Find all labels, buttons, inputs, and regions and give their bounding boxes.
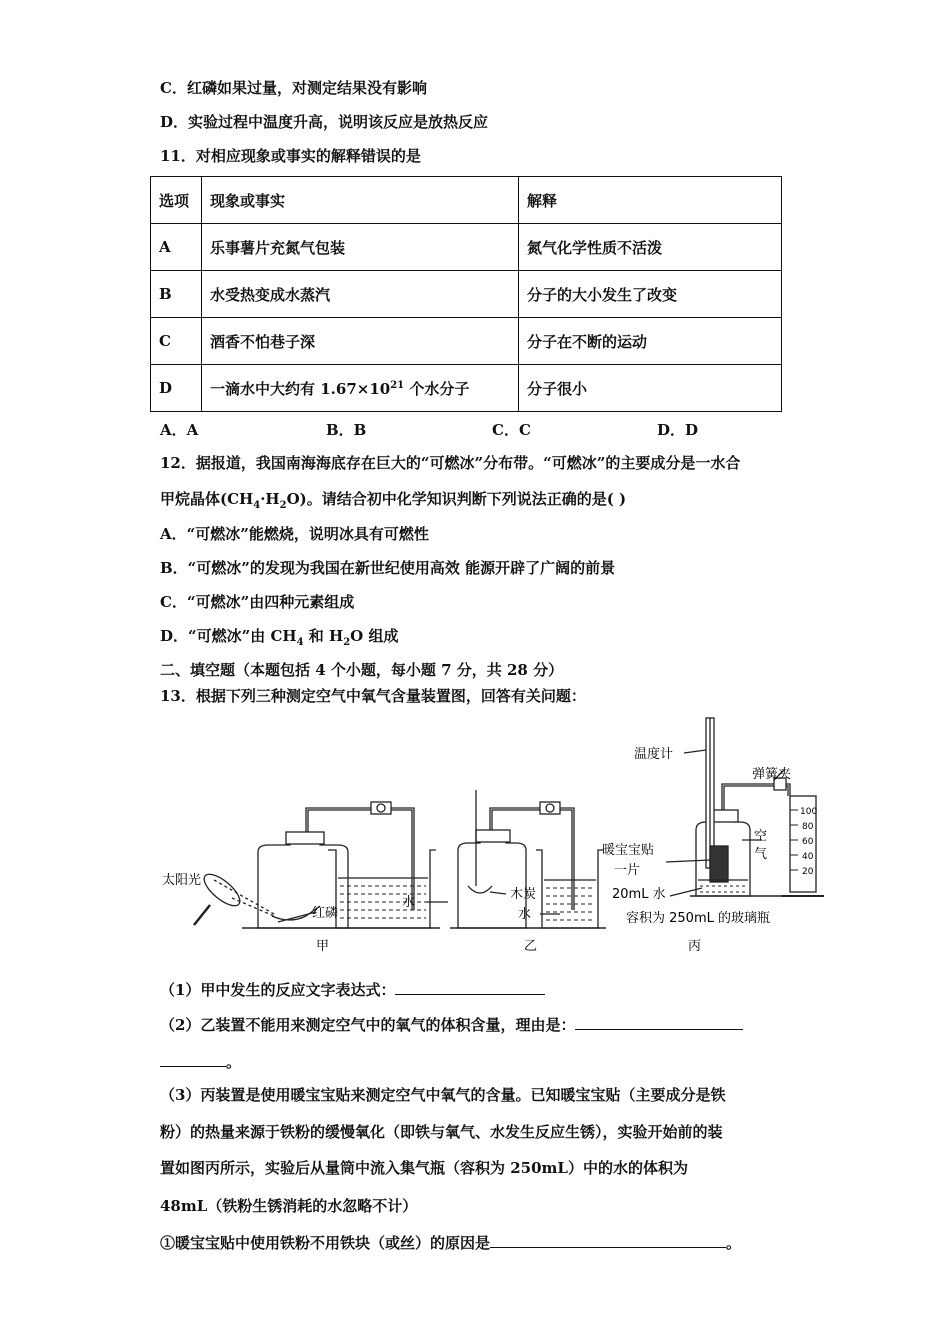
- label-yi: 乙: [524, 939, 538, 954]
- row-fact: 乐事薯片充氮气包装: [202, 224, 519, 271]
- row-key: D: [151, 365, 202, 412]
- tick-60: 60: [802, 837, 814, 847]
- row-key: A: [151, 224, 202, 271]
- label-jia: 甲: [316, 939, 330, 954]
- header-explain: 解释: [519, 177, 782, 224]
- table-row: [151, 365, 782, 412]
- label-red-phosphorus: 红磷: [312, 906, 339, 921]
- answer-blank-2-cont[interactable]: [160, 1050, 226, 1067]
- exponent: 21: [390, 379, 405, 391]
- row-fact: [202, 365, 519, 412]
- label-water-jia: 水: [402, 895, 416, 910]
- q11-choice-b: B．B: [326, 421, 367, 439]
- label-air-2: 气: [754, 847, 768, 862]
- label-20ml-water: 20mL 水: [612, 887, 666, 902]
- tick-20: 20: [802, 867, 814, 877]
- q10-option-c: C．红磷如果过量，对测定结果没有影响: [160, 79, 427, 97]
- label-air-1: 空: [754, 829, 768, 844]
- q13-part3-line3: 置如图丙所示，实验后从量筒中流入集气瓶（容积为 250mL）中的水的体积为: [160, 1159, 688, 1177]
- q12-stem-line1: 12．据报道，我国南海海底存在巨大的“可燃冰”分布带。“可燃冰”的主要成分是一水合: [160, 454, 741, 472]
- label-thermometer: 温度计: [634, 747, 674, 762]
- label-charcoal: 木炭: [510, 887, 537, 902]
- subscript: 4: [296, 637, 304, 648]
- q13-part2: [160, 1013, 743, 1035]
- fact-text: 一滴水中大约有 1.67×10: [210, 379, 391, 398]
- part4-text: ①暖宝宝贴中使用铁粉不用铁块（或丝）的原因是: [160, 1234, 491, 1252]
- subscript: 2: [343, 637, 351, 648]
- option-text: 和 H: [303, 627, 344, 645]
- label-one-piece: 一片: [614, 863, 641, 878]
- subscript: 2: [279, 500, 287, 511]
- q13-part3-line4: 48mL（铁粉生锈消耗的水忽略不计）: [160, 1197, 418, 1215]
- label-bottle-capacity: 容积为 250mL 的玻璃瓶: [626, 911, 770, 926]
- label-bing: 丙: [688, 939, 702, 954]
- q12-option-c: C．“可燃冰”由四种元素组成: [160, 593, 355, 611]
- table-row: [151, 318, 782, 365]
- table-row: [151, 271, 782, 318]
- q11-choice-d: D．D: [657, 421, 699, 439]
- q13-stem: 13．根据下列三种测定空气中氧气含量装置图，回答有关问题：: [160, 687, 586, 705]
- part2-text: （2）乙装置不能用来测定空气中的氧气的体积含量，理由是：: [160, 1016, 576, 1034]
- row-explain: 分子在不断的运动: [519, 318, 782, 365]
- option-text: O 组成: [350, 627, 399, 645]
- stem-text: 甲烷晶体(CH: [160, 490, 254, 508]
- row-key: C: [151, 318, 202, 365]
- q11-table: [150, 176, 782, 412]
- row-fact: 水受热变成水蒸汽: [202, 271, 519, 318]
- q12-option-d: [160, 626, 398, 653]
- row-explain: 氮气化学性质不活泼: [519, 224, 782, 271]
- period: 。: [726, 1234, 742, 1252]
- q13-part1: [160, 978, 545, 1000]
- tick-80: 80: [802, 822, 814, 832]
- stem-text: ·H: [260, 490, 280, 508]
- q12-stem-line2: [160, 489, 626, 516]
- label-sunlight: 太阳光: [162, 873, 202, 888]
- row-key: B: [151, 271, 202, 318]
- period: 。: [226, 1053, 242, 1071]
- header-option: 选项: [151, 177, 202, 224]
- q12-option-b: B．“可燃冰”的发现为我国在新世纪使用高效 能源开辟了广阔的前景: [160, 559, 616, 577]
- part1-text: （1）甲中发生的反应文字表达式：: [160, 981, 396, 999]
- table-row: [151, 224, 782, 271]
- row-fact: 酒香不怕巷子深: [202, 318, 519, 365]
- q13-part3-line1: （3）丙装置是使用暖宝宝贴来测定空气中氧气的含量。已知暖宝宝贴（主要成分是铁: [160, 1086, 726, 1104]
- label-water-yi: 水: [518, 907, 532, 922]
- subscript: 4: [253, 500, 261, 511]
- option-text: D．“可燃冰”由 CH: [160, 627, 297, 645]
- label-hand-warmer: 暖宝宝贴: [602, 843, 655, 858]
- q13-part3-line2: 粉）的热量来源于铁粉的缓慢氧化（即铁与氧气、水发生反应生锈），实验开始前的装: [160, 1123, 723, 1141]
- answer-blank-4[interactable]: [490, 1231, 726, 1248]
- row-explain: 分子的大小发生了改变: [519, 271, 782, 318]
- q10-option-d: D．实验过程中温度升高，说明该反应是放热反应: [160, 113, 489, 131]
- answer-blank-1[interactable]: [395, 978, 545, 995]
- q13-part2-cont: [160, 1050, 241, 1072]
- row-explain: 分子很小: [519, 365, 782, 412]
- q13-part4: [160, 1231, 741, 1253]
- q12-option-a: A．“可燃冰”能燃烧，说明冰具有可燃性: [160, 525, 429, 543]
- answer-blank-2[interactable]: [575, 1013, 743, 1030]
- q13-apparatus-figure: [150, 710, 830, 965]
- section-heading: 二、填空题（本题包括 4 个小题，每小题 7 分，共 28 分）: [160, 661, 564, 679]
- tick-100: 100: [800, 807, 818, 817]
- table-header-row: [151, 177, 782, 224]
- q11-stem: 11．对相应现象或事实的解释错误的是: [160, 147, 421, 165]
- q11-choice-a: A．A: [160, 421, 199, 439]
- header-fact: 现象或事实: [202, 177, 519, 224]
- stem-text: O)。请结合初中化学知识判断下列说法正确的是( ): [286, 490, 627, 508]
- q11-choice-c: C．C: [492, 421, 531, 439]
- fact-text-end: 个水分子: [404, 379, 470, 398]
- tick-40: 40: [802, 852, 814, 862]
- label-spring-clamp: 弹簧夹: [752, 767, 792, 782]
